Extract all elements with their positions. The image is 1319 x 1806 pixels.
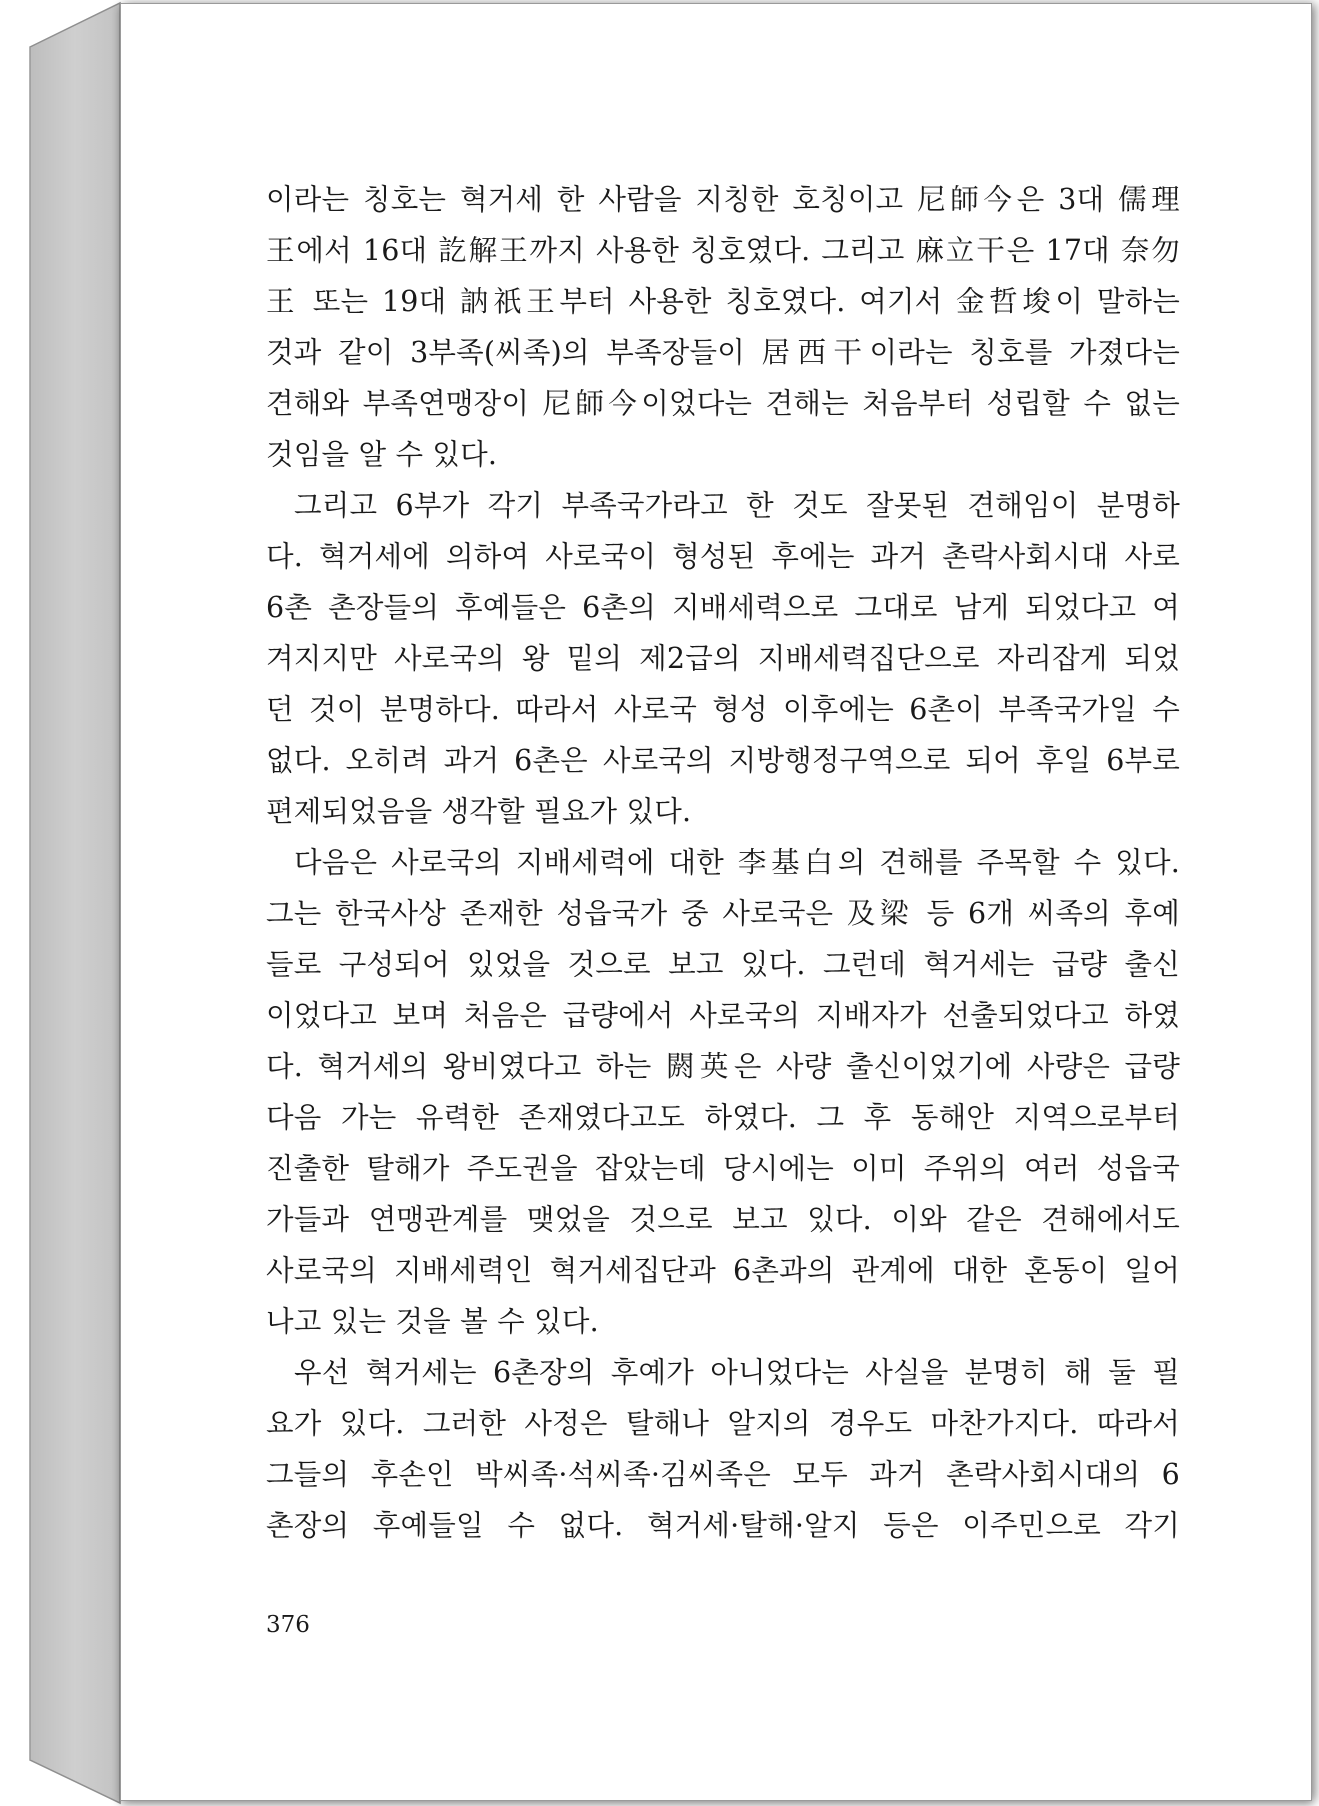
text-line: 王에서 16대 訖解王까지 사용한 칭호였다. 그리고 麻立干은 17대 奈勿	[266, 234, 1180, 267]
body-text	[266, 174, 1180, 1551]
text-line: 王 또는 19대 訥祇王부터 사용한 칭호였다. 여기서 金哲埈이 말하는	[266, 285, 1180, 318]
text-line: 던 것이 분명하다. 따라서 사로국 형성 이후에는 6촌이 부족국가일 수	[266, 693, 1180, 726]
text-line: 견해와 부족연맹장이 尼師今이었다는 견해는 처음부터 성립할 수 없는	[266, 387, 1180, 420]
text-line: 나고 있는 것을 볼 수 있다.	[266, 1305, 599, 1338]
text-line: 다. 혁거세에 의하여 사로국이 형성된 후에는 과거 촌락사회시대 사로	[266, 540, 1180, 573]
text-line: 이라는 칭호는 혁거세 한 사람을 지칭한 호칭이고 尼師今은 3대 儒理	[266, 183, 1180, 216]
text-line: 그는 한국사상 존재한 성읍국가 중 사로국은 及梁 등 6개 씨족의 후예	[266, 897, 1180, 930]
text-line: 촌장의 후예들일 수 없다. 혁거세·탈해·알지 등은 이주민으로 각기	[266, 1509, 1180, 1542]
text-line: 겨지지만 사로국의 왕 밑의 제2급의 지배세력집단으로 자리잡게 되었	[266, 642, 1180, 675]
text-line: 들로 구성되어 있었을 것으로 보고 있다. 그런데 혁거세는 급량 출신	[266, 948, 1180, 981]
text-line: 다. 혁거세의 왕비였다고 하는 閼英은 사량 출신이었기에 사량은 급량	[266, 1050, 1180, 1083]
text-line: 진출한 탈해가 주도권을 잡았는데 당시에는 이미 주위의 여러 성읍국	[266, 1152, 1180, 1185]
text-line: 사로국의 지배세력인 혁거세집단과 6촌과의 관계에 대한 혼동이 일어	[266, 1254, 1180, 1287]
text-line: 다음 가는 유력한 존재였다고도 하였다. 그 후 동해안 지역으로부터	[266, 1101, 1180, 1134]
text-line: 없다. 오히려 과거 6촌은 사로국의 지방행정구역으로 되어 후일 6부로	[266, 744, 1180, 777]
text-line: 것과 같이 3부족(씨족)의 부족장들이 居西干이라는 칭호를 가졌다는	[266, 336, 1180, 369]
text-line: 6촌 촌장들의 후예들은 6촌의 지배세력으로 그대로 남게 되었다고 여	[266, 591, 1180, 624]
text-line: 편제되었음을 생각할 필요가 있다.	[266, 795, 692, 828]
text-line: 가들과 연맹관계를 맺었을 것으로 보고 있다. 이와 같은 견해에서도	[266, 1203, 1180, 1236]
text-line: 요가 있다. 그러한 사정은 탈해나 알지의 경우도 마찬가지다. 따라서	[266, 1407, 1180, 1440]
text-line: 그리고 6부가 각기 부족국가라고 한 것도 잘못된 견해임이 분명하	[294, 489, 1180, 522]
text-line: 다음은 사로국의 지배세력에 대한 李基白의 견해를 주목할 수 있다.	[294, 846, 1180, 879]
text-line: 이었다고 보며 처음은 급량에서 사로국의 지배자가 선출되었다고 하였	[266, 999, 1180, 1032]
page-number: 376	[266, 1612, 310, 1638]
text-line: 것임을 알 수 있다.	[266, 438, 498, 471]
text-line: 우선 혁거세는 6촌장의 후예가 아니었다는 사실을 분명히 해 둘 필	[294, 1356, 1180, 1389]
text-line: 그들의 후손인 박씨족·석씨족·김씨족은 모두 과거 촌락사회시대의 6	[266, 1458, 1180, 1491]
